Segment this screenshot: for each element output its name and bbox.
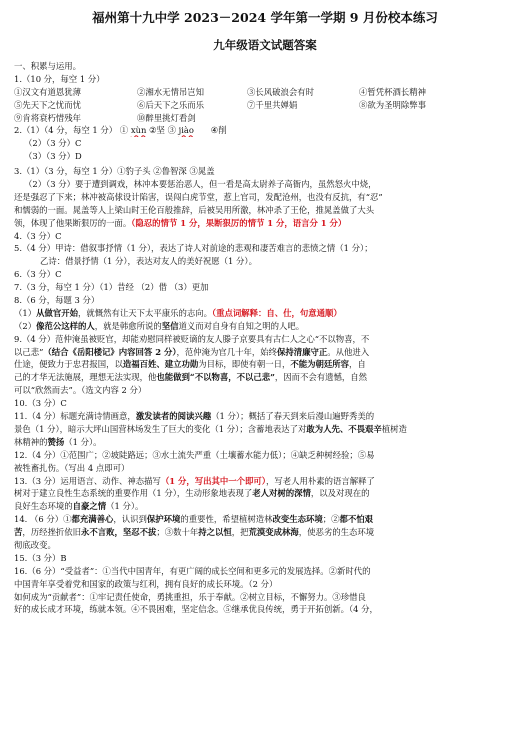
q2-part3: （3）（3 分）D [24,151,82,162]
answer-text: ，以及对现在的 [310,488,370,499]
key-phrase: 从做官开始 [36,307,78,318]
q3-part2-line: 还是强忍了下来；林冲被高俅设计陷害，误闯白虎节堂，惹上官司，发配沧州，也没有反抗，有“忍” [14,191,383,202]
key-phrase: 都不怕艰 [339,514,373,525]
answer-text: （1） [14,307,37,318]
answer-text: 树对于建立良性生态系统的重要作用（1 分），生动形象地表现了 [14,488,253,499]
q4-answer: 4.（3 分）C [14,230,62,241]
q7-answer: 7.（3 分，每空 1 分）（1）昔经 （2）借 （3）更加 [14,282,209,293]
answer-text: ，历经挫折依旧 [22,527,81,538]
scoring-note: （结合《岳阳楼记》内容回答 2 分） [43,346,177,357]
q1-answer: ①汉文有道恩犹薄 [14,86,81,97]
answer-text: ，自 [349,359,366,370]
answer-text: 13.（3 分）运用语言、动作、神态描写 [14,475,161,486]
key-phrase: 都充满善心 [71,514,114,525]
key-phrase: 自豪之情 [72,501,107,512]
q16-line: 中国青年享受着党和国家的政策与红利，拥有良好的成长环境。（2 分） [14,578,278,589]
answer-text: （2） [14,320,37,331]
answer-text: ，使恶劣的生态环境 [298,527,375,538]
q2-part2: （2）（3 分）C [24,138,82,149]
q14-line: 彻底改变。 [14,539,56,550]
q3-part2-line: 和懦弱的一面。晁盖等人上梁山时王伦百般推辞，后被吴用所激，林冲杀了王伦，推晁盖做了大头 [14,204,375,215]
answer-text: 的重要性，希望植树造林 [180,514,273,525]
q1-answers-row-3 [14,112,516,125]
answer-text: 道义而对自身有自知之明的人吧。 [178,320,305,331]
q3-part1: 3.（1）（3 分，每空 1 分）①豹子头 ②鲁智深 ③晁盖 [14,166,215,177]
q14-line [14,526,516,539]
q1-answer: ⑤先天下之忧而忧 [14,99,81,110]
q6-answer: 6.（3 分）C [14,269,62,280]
q8-header: 8.（6 分，每题 3 分） [14,295,100,306]
q2-part1-text: ②坚 ③ [149,125,176,136]
q13-line [14,475,516,488]
key-phrase: 改变生态环境 [272,514,323,525]
document-title: 福州第十九中学 2023－2024 学年第一学期 9 月份校本练习 [92,10,438,25]
q1-answer: ⑨肯将衰朽惜残年 [14,112,81,123]
q9-line: 可以“欣然而去”。（选文内容 2 分） [14,385,147,396]
q5-answer-cont: 乙诗：借景抒情（1 分），表达对友人的美好祝愿（1 分）。 [40,256,257,267]
answer-text: （1 分）。 [106,501,144,512]
answer-text: ，就是韩愈所说的 [94,320,162,331]
q1-answers-row-2 [14,99,516,112]
answer-text: 为目标，即使有朝一日， [198,359,291,370]
answer-text: ；② [322,514,340,525]
answer-text: ，就慨然有让天下太平康乐的志向。 [77,307,212,318]
answer-text: （1 分）。 [64,436,102,447]
q13-line [14,500,516,513]
key-phrase: 也能做到“不以物喜，不以己悲” [156,372,275,383]
q15-answer: 15.（3 分）B [14,552,67,563]
key-phrase: 老人对树的深情 [252,488,311,499]
q9-line [14,346,516,359]
q8-part1 [14,307,516,320]
q1-answers-row-1 [14,86,516,99]
q1-answer: ⑦千里共婵娟 [247,99,298,110]
pinyin-answer: xùn [130,125,147,136]
scoring-note: （1 分，写出其中一个即可） [160,475,266,486]
answer-text: ；③数十年 [156,527,199,538]
pinyin-answer: jiào [178,125,194,136]
answer-text: （1 分）；概括了春天到来后漫山遍野秀美的 [211,411,375,422]
answer-text: 领，体现了他果断狠厉的一面。 [14,217,132,228]
key-phrase: 永不言败，坚忍不拔 [81,527,157,538]
q8-part2 [14,320,516,333]
scoring-note: （重点词解释：自、仕，句意通顺） [211,307,342,318]
q5-answer: 5.（4 分）甲诗：借叙事抒情（1 分），表达了诗人对前途的悲观和凄苦难言的悲愤之情（1 分）； [14,243,373,254]
key-phrase: 荒漠变成林海 [248,527,299,538]
q9-line: 9.（4 分）范仲淹虽被贬官，却能劝慰同样被贬谪的友人滕子京要具有古仁人之心“不以物喜，不 [14,333,370,344]
answer-text: 仕途，便致力于忠君报国，以 [14,359,123,370]
q1-answer: ③长风破浪会有时 [247,86,314,97]
answer-text: 植树造 [381,423,407,434]
q9-line [14,358,516,371]
q1-answer: ⑧欲为圣明除弊事 [359,99,426,110]
q16-line: 好的成长成才环境，练就本领。④不畏困难，坚定信念。⑤继承优良传统，勇于开拓创新。（4 分， [14,604,378,615]
key-phrase: 坚信 [161,320,179,331]
q12-line: 被牲畜扎伤。（写出 4 点即可） [14,462,130,473]
section-heading: 一、积累与运用。 [14,61,81,71]
answer-text: ，认识到 [113,514,147,525]
answer-text: 己的才华无法施展，理想无法实现，他 [14,372,157,383]
document-subtitle: 九年级语文试题答案 [213,38,317,52]
q3-part2-line: （2）（3 分）要于遭到调戏，林冲本要惩治恶人，但一看是高太尉养子高衙内，虽然怒火中烧， [24,179,377,190]
key-phrase: 保护环境 [146,514,181,525]
answer-text: ，写老人用朴素的语言解释了 [266,475,375,486]
answer-text: 。从他进入 [327,346,370,357]
answer-text: 以己悲” [14,346,44,357]
key-phrase: 敢为人先、不畏艰辛 [306,423,382,434]
q12-line: 12.（4 分）①范围广；②坡陡路远；③水土流失严重（土壤蓄水能力低）；④缺乏种树经验；⑤易 [14,449,375,460]
q10-answer: 10.（3 分）C [14,398,67,409]
q14-line [14,513,516,526]
q1-answer: ④暂凭杯酒长精神 [359,86,426,97]
q1-answer: ⑩醉里挑灯看剑 [137,112,196,123]
key-phrase: 造福百姓、建立功勋 [122,359,199,370]
answer-text: ，因而不会有遗憾，自然 [274,372,368,383]
answer-text: 良好生态环境的 [14,501,73,512]
q11-line [14,423,516,436]
q1-answer: ⑥后天下之乐而乐 [137,99,204,110]
answer-text: 景色（1 分），暗示大坪山国营林场发生了巨大的变化（1 分）；含蓄地表达了对 [14,423,307,434]
key-phrase: 不能为朝廷所容 [290,359,349,370]
key-phrase: 赞扬 [47,436,65,447]
q1-answer: ②湘水无情吊岂知 [137,86,204,97]
q3-part2-line [14,217,516,230]
q2-part1-text: ④削 [210,125,227,136]
answer-text: 11.（4 分）标题充满诗情画意， [14,411,136,422]
q1-header: 1.（10 分，每空 1 分） [14,73,105,84]
key-phrase: 激发读者的阅读兴趣 [135,411,212,422]
key-phrase: 苦 [14,527,23,538]
q16-line: 如何成为“贡献者”：①牢记责任使命，勇挑重担，乐于奉献。②树立目标，不懈努力。③珍惜良 [14,591,366,602]
q11-line [14,436,516,449]
key-phrase: 持之以恒 [198,527,232,538]
answer-text: 14. （6 分）① [14,514,72,525]
scoring-note: （隐忍的情节 1 分，果断狠厉的情节 1 分，语言分 1 分） [131,217,347,228]
key-phrase: 保持清廉守正 [277,346,328,357]
answer-body [14,60,516,616]
q2-part1 [14,124,516,137]
answer-text: ，把 [231,527,249,538]
answer-text: ，范仲淹为官几十年，始终 [176,346,278,357]
key-phrase: 像范公这样的人 [36,320,95,331]
answer-text: 林精神的 [14,436,48,447]
q9-line [14,371,516,384]
q11-line [14,410,516,423]
q13-line [14,487,516,500]
q16-line: 16.（6 分）“受益者”：①当代中国青年，有更广阔的成长空间和更多元的发展选择。②新时代的 [14,565,371,576]
q2-part1-label: 2.（1）（4 分，每空 1 分） ① [14,125,129,136]
